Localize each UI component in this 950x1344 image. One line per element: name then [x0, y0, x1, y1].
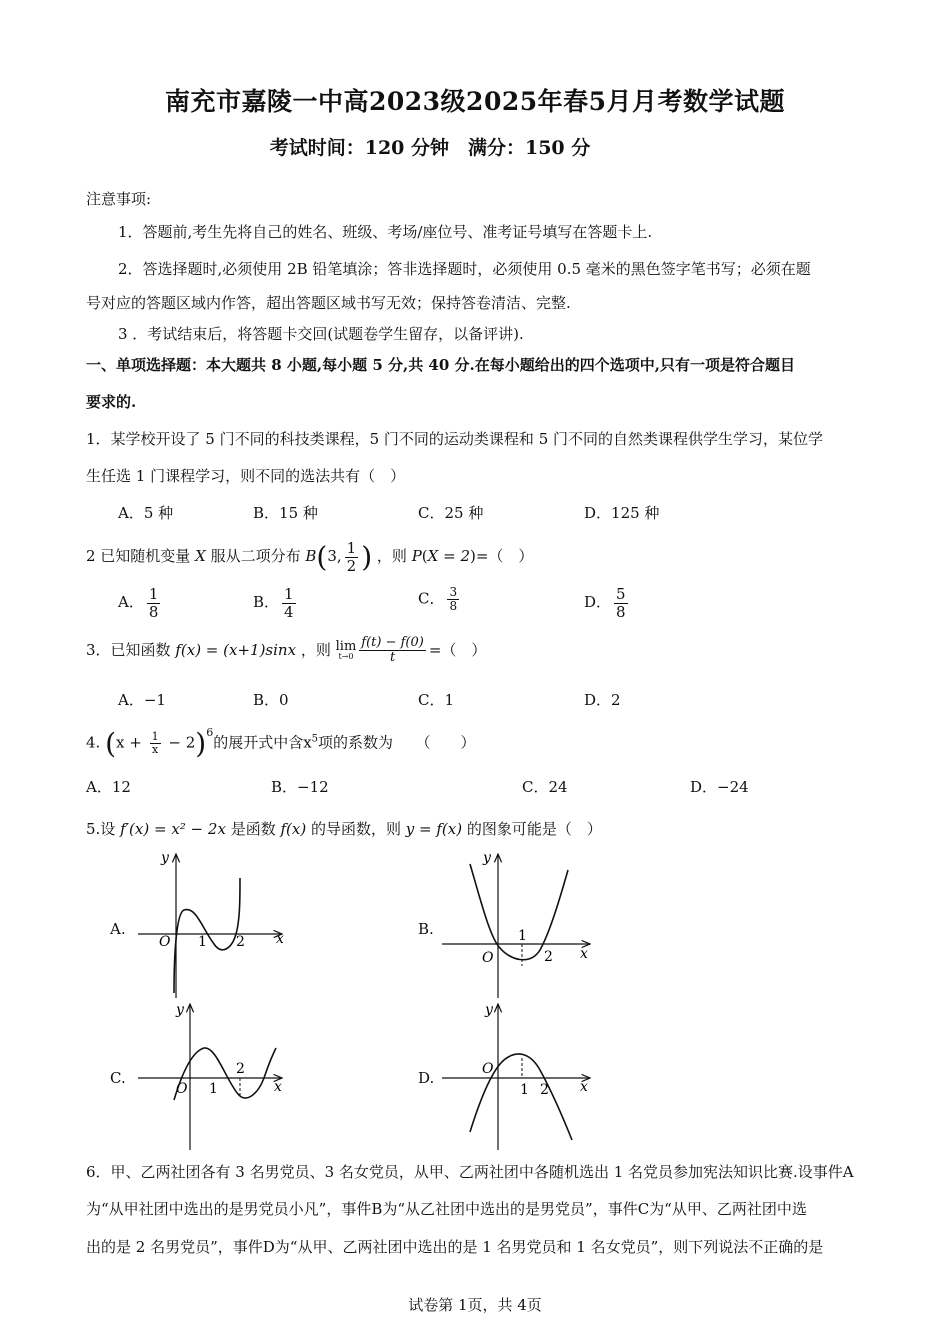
notes-item-1: 1．答题前,考生先将自己的姓名、班级、考场/座位号、准考证号填写在答题卡上.: [118, 223, 653, 241]
q2-variable: X: [195, 547, 206, 565]
q3-stem: [86, 636, 486, 666]
q3-option-d: D．2: [584, 691, 621, 709]
q3-option-a: A．−1: [118, 691, 166, 709]
q2-prefix: 2 已知随机变量: [86, 547, 191, 565]
graph-c-y-label: y: [176, 1002, 184, 1018]
q2-suffix: =（ ）: [475, 547, 534, 565]
q1-option-c: C．25 种: [418, 504, 484, 522]
q5-label-b: B.: [418, 920, 434, 938]
graph-a-origin: O: [159, 934, 171, 950]
graph-b-tick-2: 2: [544, 949, 553, 965]
q2-mid2: ，则: [376, 547, 407, 565]
q2-option-a: A． $\frac{1}{8}$: [118, 585, 159, 621]
notes-heading: 注意事项:: [86, 190, 152, 208]
q5-graph-b: [440, 848, 600, 998]
q2-option-d: D． $\frac{5}{8}$: [584, 585, 626, 621]
graph-c-x-label: x: [274, 1079, 282, 1095]
q2-option-c: C． $\frac{3}{8}$: [418, 585, 458, 614]
q5-derivative: f′(x) = x² − 2x: [120, 820, 226, 838]
q5-function: f(x): [280, 820, 307, 838]
q4-option-c: C．24: [522, 778, 568, 796]
graph-d-tick-2: 2: [540, 1082, 549, 1098]
graph-a-y-label: y: [161, 850, 169, 866]
q2-stem: 2 已知随机变量 X 服从二项分布 B(3, $\frac{1}{2}$ ) ，则 P(X = 2)=（ ）: [86, 539, 534, 575]
q2-n: 3,: [327, 547, 342, 565]
q3-fraction: $\frac{f(t) - f(0)}{t}$: [361, 635, 424, 666]
notes-item-2-line1: 2．答选择题时,必须使用 2B 铅笔填涂；答非选择题时，必须使用 0.5 毫米的黑色签字笔书写；必须在题: [118, 260, 811, 278]
section1-heading-line2: 要求的.: [86, 393, 137, 411]
q4-text: 的展开式中含x: [213, 733, 312, 752]
q2-binomial-symbol: B: [305, 547, 317, 565]
q2-p-fraction: $\frac{1}{2}$: [346, 539, 357, 575]
q4-stem: 4. (x + $\frac{1}{x}$ − 2)$^6$的展开式中含$x^5$项的系数为 （ ）: [86, 725, 476, 760]
q6-line2: 为“从甲社团中选出的是男党员小凡”，事件B为“从乙社团中选出的是男党员”，事件C为“从甲、乙两社团中选: [86, 1200, 807, 1218]
q5-label-a: A.: [110, 920, 126, 938]
q2-prob-symbol: P: [411, 547, 422, 565]
q5-label-d: D.: [418, 1069, 435, 1087]
q3-option-b: B．0: [253, 691, 289, 709]
page-footer: 试卷第 1页，共 4页: [408, 1296, 542, 1314]
notes-item-2-line2: 号对应的答题区域内作答，超出答题区域书写无效；保持答卷清洁、完整.: [86, 294, 571, 312]
graph-b-y-label: y: [483, 850, 491, 866]
exam-subtitle: 考试时间：120 分钟 满分：150 分: [269, 137, 591, 159]
q5-mid2: 的导函数，则: [310, 820, 401, 838]
q5-graph-eq: y = f(x): [405, 820, 463, 838]
q4-expr-a: x +: [116, 733, 147, 752]
graph-c-tick-1: 1: [209, 1081, 218, 1097]
q3-suffix: =（ ）: [428, 640, 487, 659]
q3-mid: ，则: [300, 640, 331, 659]
exam-title: 南充市嘉陵一中高2023级2025年春5月月考数学试题: [164, 87, 786, 116]
graph-a-tick-2: 2: [236, 934, 245, 950]
q4-fraction: $\frac{1}{x}$: [151, 729, 159, 756]
graph-d-x-label: x: [580, 1079, 588, 1095]
q1-option-b: B．15 种: [253, 504, 318, 522]
graph-d-origin: O: [482, 1061, 494, 1077]
q1-line2: 生任选 1 门课程学习，则不同的选法共有（ ）: [86, 467, 406, 485]
q3-function: f(x) = (x+1)sinx: [175, 640, 297, 659]
q1-option-a: A．5 种: [118, 504, 174, 522]
q5-label-c: C.: [110, 1069, 126, 1087]
q3-limit: lim t→0: [335, 639, 357, 662]
q4-suffix: 项的系数为 （ ）: [318, 733, 476, 752]
q5-graph-c: [134, 1000, 294, 1150]
q4-power: 6: [206, 725, 214, 739]
q5-suffix: 的图象可能是（ ）: [466, 820, 602, 838]
q5-stem: [86, 818, 602, 839]
q5-mid: 是函数: [230, 820, 276, 838]
q4-x-power: 5: [311, 733, 319, 745]
q5-graph-a: [134, 848, 294, 998]
section1-heading-line1: 一、单项选择题：本大题共 8 小题,每小题 5 分,共 40 分.在每小题给出的四个选项中,只有一项是符合题目: [86, 356, 795, 374]
q6-line3: 出的是 2 名男党员”，事件D为“从甲、乙两社团中选出的是 1 名男党员和 1 名女党员”，则下列说法不正确的是: [86, 1238, 824, 1256]
graph-b-tick-1: 1: [518, 928, 527, 944]
graph-d-tick-1: 1: [520, 1082, 529, 1098]
q2-option-b: B． $\frac{1}{4}$: [253, 585, 294, 621]
graph-b-origin: O: [482, 950, 494, 966]
q6-line1: 6．甲、乙两社团各有 3 名男党员、3 名女党员，从甲、乙两社团中各随机选出 1 名党员参加宪法知识比赛.设事件A: [86, 1163, 854, 1181]
q3-option-c: C．1: [418, 691, 455, 709]
q2-mid: 服从二项分布: [210, 547, 301, 565]
q1-option-d: D．125 种: [584, 504, 660, 522]
graph-a-x-label: x: [276, 931, 284, 947]
q4-option-b: B．−12: [271, 778, 329, 796]
graph-c-origin: O: [176, 1081, 188, 1097]
notes-item-3: 3 ．考试结束后，将答题卡交回(试题卷学生留存，以备评讲).: [118, 325, 524, 343]
graph-d-y-label: y: [485, 1002, 493, 1018]
graph-a-tick-1: 1: [198, 934, 207, 950]
graph-c-tick-2: 2: [236, 1061, 245, 1077]
q5-prefix: 5.设: [86, 820, 116, 838]
graph-b-x-label: x: [580, 946, 588, 962]
q4-expr-b: − 2: [163, 733, 196, 752]
q2-event: X = 2: [427, 547, 470, 565]
q1-line1: 1．某学校开设了 5 门不同的科技类课程，5 门不同的运动类课程和 5 门不同的自然类课程供学生学习，某位学: [86, 430, 824, 448]
q5-graph-d: [440, 1000, 600, 1150]
q4-option-a: A．12: [86, 778, 131, 796]
q4-option-d: D．−24: [690, 778, 749, 796]
q4-number: 4.: [86, 733, 101, 752]
q3-prefix: 3．已知函数: [86, 640, 171, 659]
